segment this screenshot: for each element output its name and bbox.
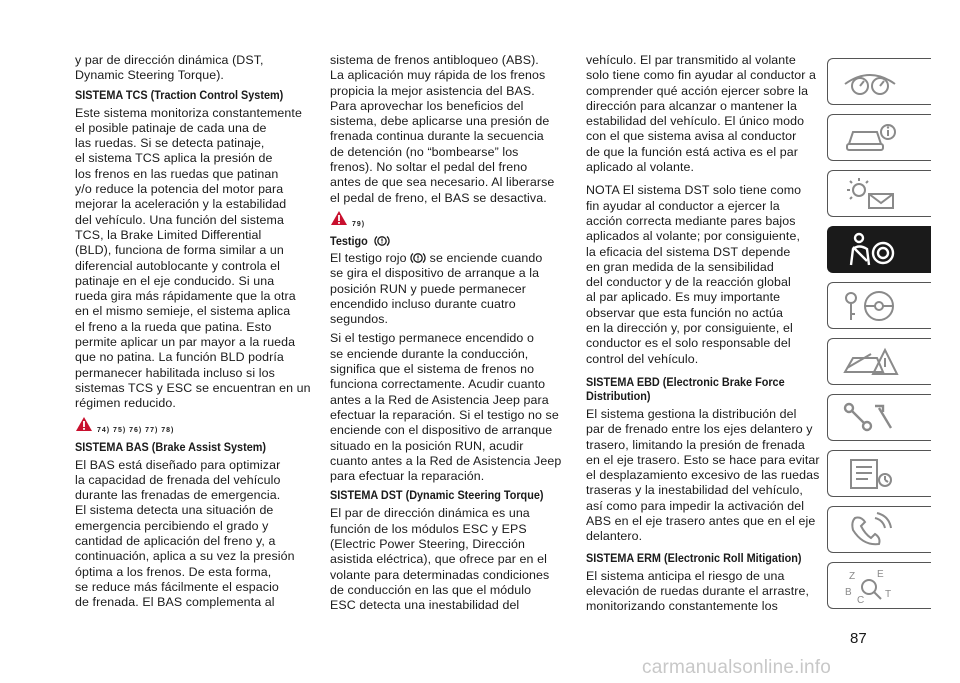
alphabet-index-icon	[841, 567, 899, 605]
chapter-tab-emergency[interactable]	[827, 338, 931, 385]
chapter-tab-index[interactable]	[827, 562, 931, 609]
heading-ebd: SISTEMA EBD (Electronic Brake Force Distribution)	[586, 374, 785, 403]
testigo-text-start: El testigo rojo	[330, 250, 407, 265]
watermark: carmanualsonline.info	[642, 657, 832, 678]
heading-tcs: SISTEMA TCS (Traction Control System)	[75, 87, 284, 102]
testigo-text-rest: se enciende cuando se gira el dispositivo de arranque a la posición RUN y puede permanecer encendido incluso durante cuatro segundos.	[330, 250, 543, 327]
index-letter: B	[844, 586, 852, 598]
text-column-3	[586, 53, 832, 619]
car-info-icon	[841, 120, 899, 156]
paragraph-nota: NOTA El sistema DST solo tiene como fin ayudar al conductor a ejercer la acción correcta mediante pares bajos aplicados al volante; por consiguiente, la eficacia del sistema DST depende en gran medida de la sensibilidad del conductor y de la reacción global al par aplicado. Es muy importante observar que esta función no actúa en la dirección y, por consiguiente, el conductor es el solo responsable del control del vehículo.	[586, 183, 802, 366]
index-letter: T	[884, 588, 891, 600]
heading-erm: SISTEMA ERM (Electronic Roll Mitigation)	[586, 550, 802, 565]
chapter-tab-starting-driving[interactable]	[827, 282, 931, 329]
sun-envelope-icon	[841, 176, 899, 212]
paragraph-testigo-2: Si el testigo permanece encendido o se enciende durante la conducción, significa que el sistema de frenos no funciona correctamente. Acudir cuanto antes a la Red de Asistencia Jeep para efectuar la reparación. Si el testigo no se enciende con el dispositivo de arranque situado en la posición RUN, acudir cuanto antes a la Red de Asistencia Jeep para efectuar la reparación.	[330, 331, 562, 484]
index-letter: E	[876, 568, 884, 580]
paragraph-dst-continued: vehículo. El par transmitido al volante solo tiene como fin ayudar al conductor a comprender qué acción ejercer sobre la dirección para alcanzar o mantener la estabilidad del vehículo. El único modo con el que sistema avisa al conductor de que la función está activa es el par aplicado al volante.	[586, 53, 817, 175]
heading-testigo: Testigo	[330, 233, 368, 248]
paragraph-erm: El sistema anticipa el riesgo de una elevación de ruedas durante el arrastre, monitorizando constantemente los	[586, 568, 810, 614]
heading-bas: SISTEMA BAS (Brake Assist System)	[75, 439, 267, 454]
warning-triangle-icon	[75, 416, 93, 432]
warning-references: 74) 75) 76) 77) 78)	[97, 426, 175, 434]
paragraph-ebd: El sistema gestiona la distribución del par de frenado entre los ejes delantero y trasero, limitando la presión de frenada en el eje trasero. Esto se hace para evitar el desplazamiento excesivo de las ruedas traseras y la inestabilidad del vehículo, así como para impedir la activación del ABS en el eje trasero antes que en el eje delantero.	[586, 406, 820, 544]
paragraph-dst-intro: y par de dirección dinámica (DST, Dynamic Steering Torque).	[75, 53, 264, 83]
warning-road-icon	[841, 344, 899, 380]
paragraph-dst: El par de dirección dinámica es una función de los módulos ESC y EPS (Electric Power Steering, Dirección asistida eléctrica), que ofrece par en el volante para determinadas condiciones de conducción en las que el módulo ESC detecta una inestabilidad del	[330, 506, 550, 613]
text-column-1	[75, 53, 321, 615]
chapter-tab-dashboard[interactable]	[827, 58, 931, 105]
chapter-tab-multimedia[interactable]	[827, 506, 931, 553]
paragraph-bas-continued: sistema de frenos antibloqueo (ABS). La aplicación muy rápida de los frenos propicia la mejor asistencia del BAS. Para aprovechar los beneficios del sistema, debe aplicarse una presión de frenada continua durante la secuencia de detención (no “bombearse” los frenos). No soltar el pedal del freno antes de que sea necesario. Al liberarse el pedal de freno, el BAS se desactiva.	[330, 53, 555, 205]
specs-list-icon	[841, 456, 899, 492]
wrench-icon	[841, 400, 899, 436]
chapter-tab-lights[interactable]	[827, 170, 931, 217]
brake-warning-lamp-icon	[374, 234, 390, 248]
paragraph-tcs: Este sistema monitoriza constantemente el posible patinaje de cada una de las ruedas. Si se detecta patinaje, el sistema TCS aplica la presión de los frenos en las ruedas que patinan y/o reduce la potencia del motor para mejorar la aceleración y la estabilidad del vehículo. Una función del sistema TCS, la Brake Limited Differential (BLD), funciona de forma similar a un diferencial autoblocante y controla el patinaje en el eje conducido. Si una rueda gira más rápidamente que la otra en el mismo semieje, el sistema aplica el freno a la rueda que patina. Esto permite aplicar un par mayor a la rueda que no patina. La función BLD podría permanecer habilitada incluso si los sistemas TCS y ESC se encuentran en un régimen reducido.	[75, 105, 311, 411]
chapter-tabs-sidebar	[827, 58, 931, 618]
page-number: 87	[850, 630, 867, 647]
multimedia-phone-icon	[841, 512, 899, 548]
index-letter: C	[856, 594, 864, 605]
chapter-tab-specifications[interactable]	[827, 450, 931, 497]
index-letter: Z	[848, 570, 855, 582]
paragraph-bas: El BAS está diseñado para optimizar la capacidad de frenada del vehículo durante las frenadas de emergencia. El sistema detecta una situación de emergencia percibiendo el grado y cantidad de aplicación del freno y, a continuación, aplica a su vez la presión óptima a los frenos. De esta forma, se reduce más fácilmente el espacio de frenada. El BAS complementa al	[75, 457, 295, 610]
warning-references: 79)	[352, 220, 366, 228]
chapter-tab-vehicle[interactable]	[827, 114, 931, 161]
chapter-tab-maintenance[interactable]	[827, 394, 931, 441]
text-column-2	[330, 53, 576, 618]
brake-warning-lamp-icon	[410, 251, 426, 265]
paragraph-testigo	[330, 251, 576, 327]
heading-dst: SISTEMA DST (Dynamic Steering Torque)	[330, 488, 544, 503]
warning-triangle-icon	[330, 210, 348, 226]
warning-notice	[330, 210, 576, 228]
testigo-heading-row	[330, 234, 576, 248]
steering-key-icon	[841, 288, 899, 324]
warning-notice	[75, 416, 321, 434]
seatbelt-airbag-icon	[841, 231, 899, 269]
chapter-tab-safety[interactable]	[827, 226, 931, 273]
dashboard-gauges-icon	[841, 64, 899, 100]
